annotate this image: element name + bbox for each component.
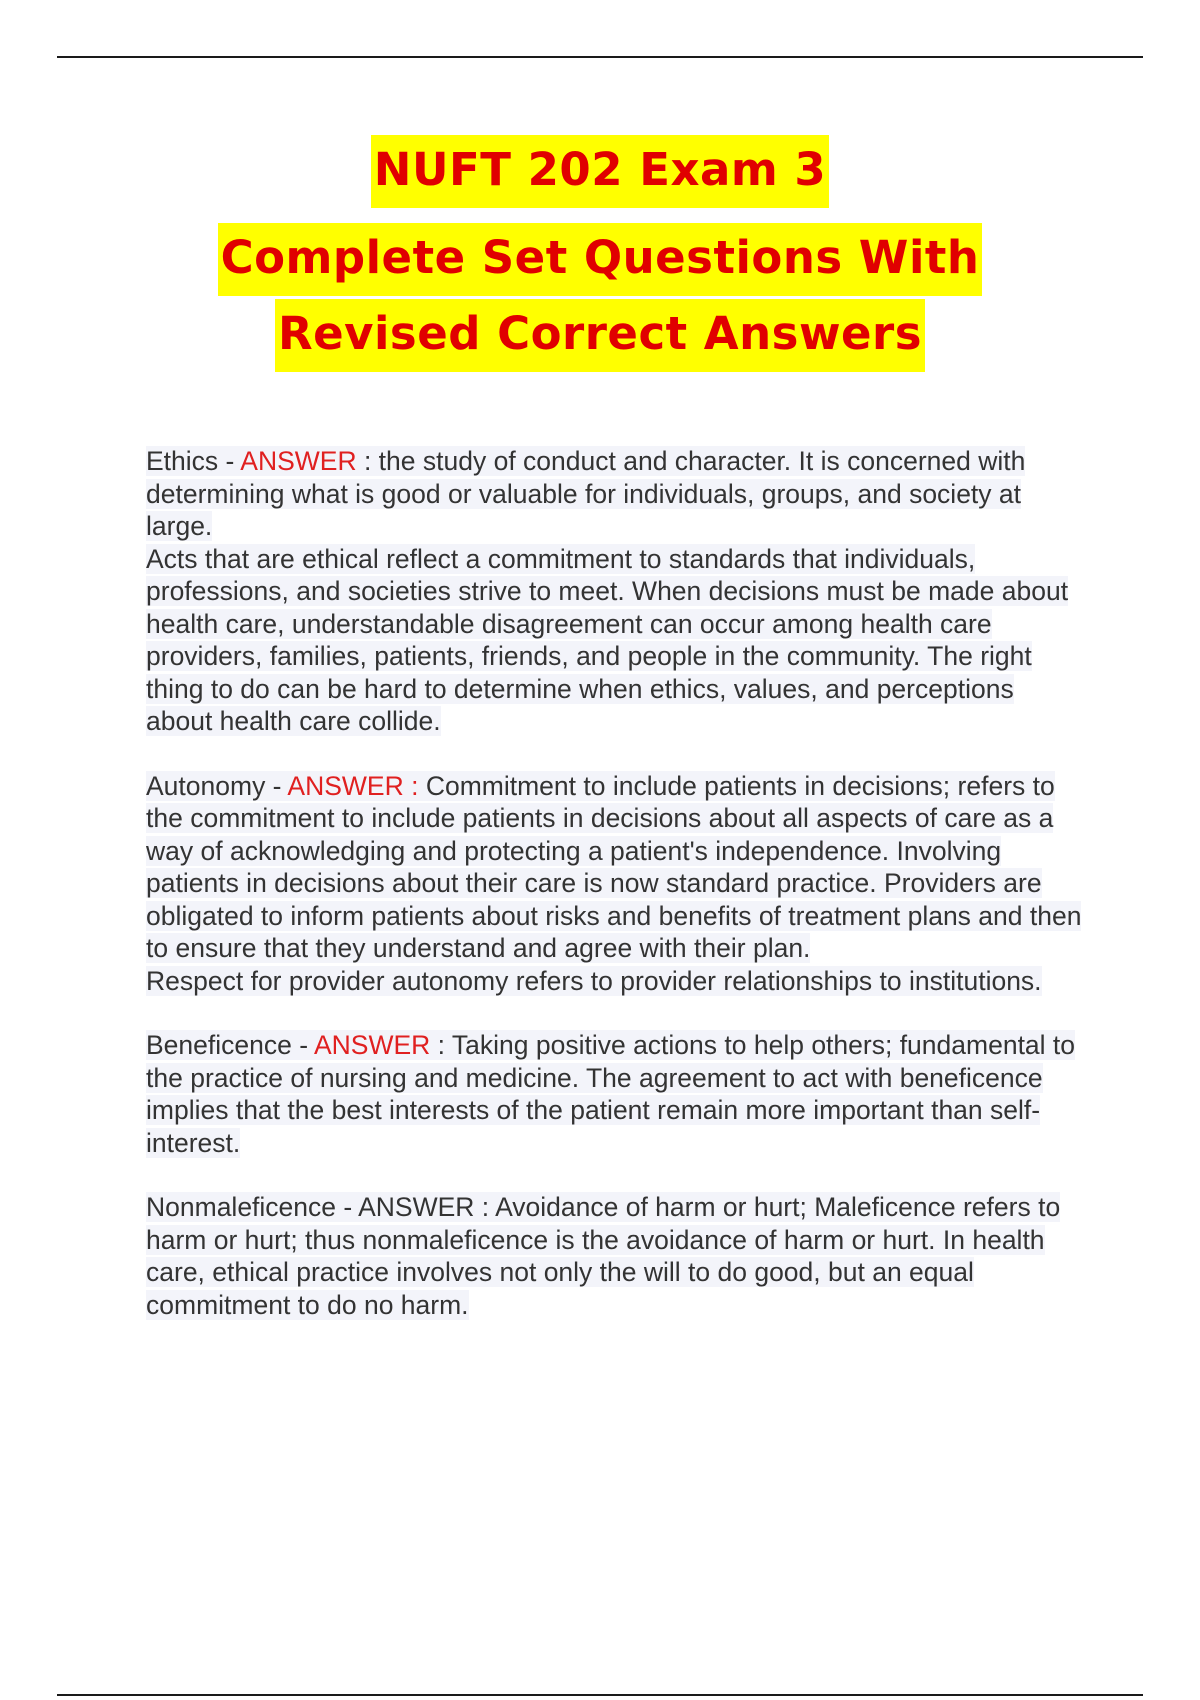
entry-term: Beneficence - xyxy=(146,1030,314,1060)
entry-ethics xyxy=(146,445,1086,738)
entry-beneficence xyxy=(146,1029,1086,1159)
answer-text: Commitment to include patients in decisions; refers to the commitment to include patients in decisions about all aspects of care as a way of acknowledging and protecting a patient's independence. Involving patients in decisions about their care is now standard practice. Providers are obligated to inform patients about risks and benefits of treatment plans and then to ensure that they understand and agree with their plan. xyxy=(146,770,1082,963)
answer-label: ANSWER xyxy=(313,1030,431,1060)
entry-term: Autonomy - xyxy=(146,770,288,801)
title-line-1: NUFT 202 Exam 3 xyxy=(0,145,1200,195)
document-body xyxy=(146,445,1086,1353)
entry-term: Ethics - xyxy=(146,446,241,476)
answer-text: : Taking positive actions to help others; fundamental to the practice of nursing and medicine. The agreement to act with beneficence implies that the best interests of the patient remain more important than self-interest. xyxy=(146,1030,1076,1158)
answer-label: ANSWER : xyxy=(287,770,419,801)
answer-text: : Avoidance of harm or hurt; Maleficence refers to harm or hurt; thus nonmaleficence is the avoidance of harm or hurt. In health care, ethical practice involves not only the will to do good, but an equal commitment to do no harm. xyxy=(146,1192,1061,1320)
entry-definition xyxy=(146,445,1086,543)
entry-extra-paragraph: Acts that are ethical reflect a commitment to standards that individuals, professions, and societies strive to meet. When decisions must be made about health care, understandable disagreement can occur among health care providers, families, patients, friends, and people in the community. The right thing to do can be hard to determine when ethics, values, and perceptions about health care collide. xyxy=(146,543,1069,736)
answer-text: : the study of conduct and character. It is concerned with determining what is good or valuable for individuals, groups, and society at large. xyxy=(146,446,1026,541)
title-line-3: Revised Correct Answers xyxy=(0,309,1200,359)
answer-label: ANSWER xyxy=(358,1192,475,1222)
entry-term: Nonmaleficence - xyxy=(146,1192,359,1222)
entry-definition xyxy=(146,1191,1086,1321)
answer-label: ANSWER xyxy=(240,446,357,476)
top-rule xyxy=(57,56,1143,58)
entry-definition xyxy=(146,770,1086,965)
bottom-rule xyxy=(57,1694,1143,1696)
entry-extra-paragraph: Respect for provider autonomy refers to provider relationships to institutions. xyxy=(146,965,1042,996)
entry-autonomy xyxy=(146,770,1086,998)
entry-nonmaleficence xyxy=(146,1191,1086,1321)
document-title xyxy=(0,145,1200,359)
title-line-2: Complete Set Questions With xyxy=(0,233,1200,283)
entry-definition xyxy=(146,1029,1086,1159)
